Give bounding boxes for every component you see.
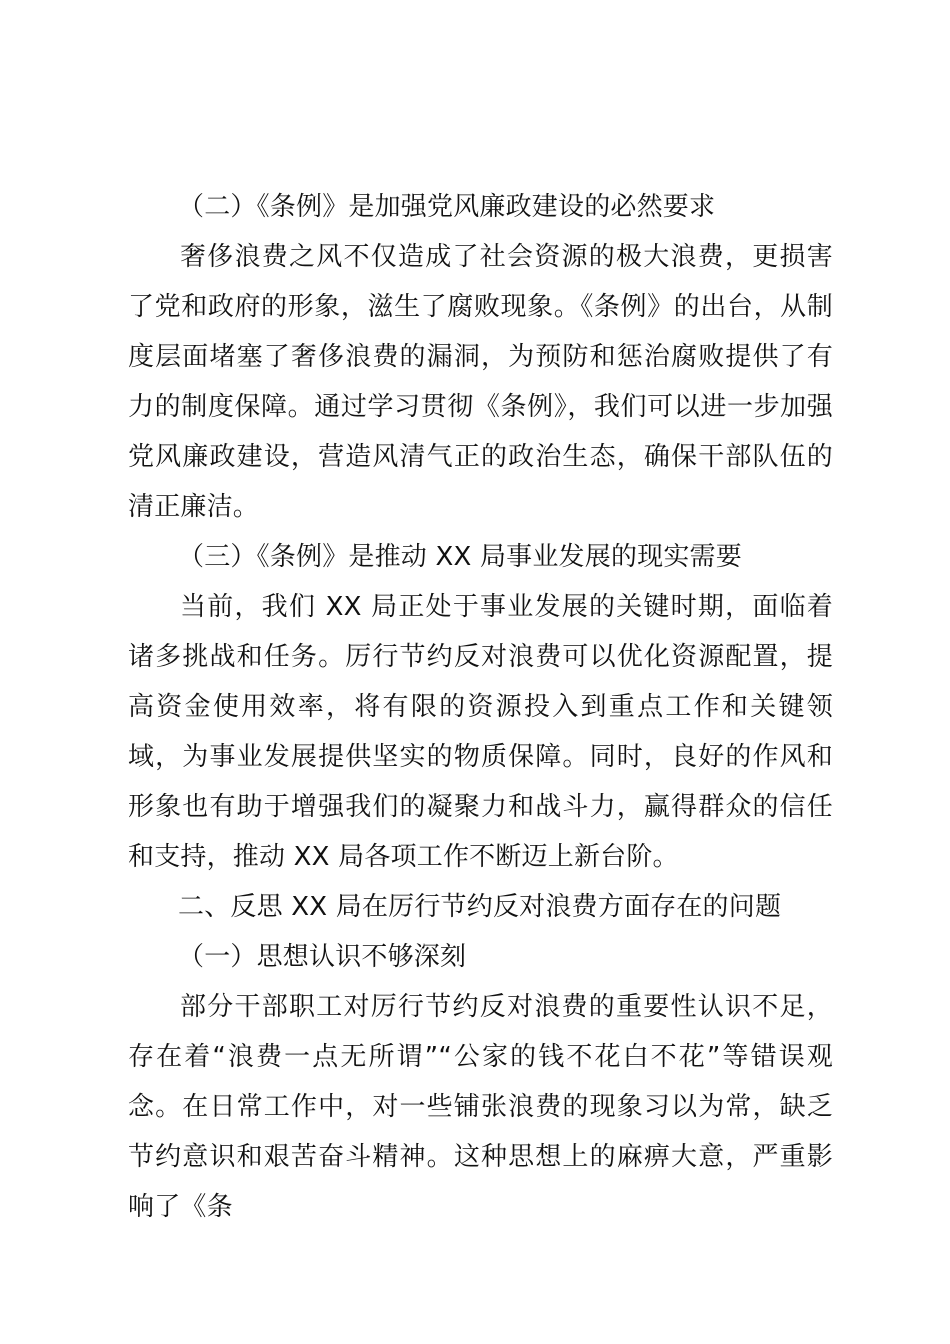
- document-body: [128, 182, 833, 1232]
- subsection-heading-1: （一）思想认识不够深刻: [178, 942, 467, 972]
- paragraph-2: 当前，我们 XX 局正处于事业发展的关键时期，面临着诸多挑战和任务。厉行节约反对浪费可以优化资源配置，提高资金使用效率，将有限的资源投入到重点工作和关键领域，为事业发展提供坚实的物质保障。同时，良好的作风和形象也有助于增强我们的凝聚力和战斗力，赢得群众的信任和支持，推动 XX 局各项工作不断迈上新台阶。: [128, 592, 833, 872]
- paragraph-1: 奢侈浪费之风不仅造成了社会资源的极大浪费，更损害了党和政府的形象，滋生了腐败现象。《条例》的出台，从制度层面堵塞了奢侈浪费的漏洞，为预防和惩治腐败提供了有力的制度保障。通过学习贯彻《条例》，我们可以进一步加强党风廉政建设，营造风清气正的政治生态，确保干部队伍的清正廉洁。: [128, 242, 833, 522]
- paragraph-3: 部分干部职工对厉行节约反对浪费的重要性认识不足，存在着“浪费一点无所谓”“公家的钱不花白不花”等错误观念。在日常工作中，对一些铺张浪费的现象习以为常，缺乏节约意识和艰苦奋斗精神。这种思想上的麻痹大意，严重影响了《条: [128, 992, 833, 1222]
- section-heading-3: （三）《条例》是推动 XX 局事业发展的现实需要: [178, 542, 742, 572]
- section-heading-2: （二）《条例》是加强党风廉政建设的必然要求: [178, 192, 716, 222]
- chapter-heading-2: 二、反思 XX 局在厉行节约反对浪费方面存在的问题: [178, 892, 782, 922]
